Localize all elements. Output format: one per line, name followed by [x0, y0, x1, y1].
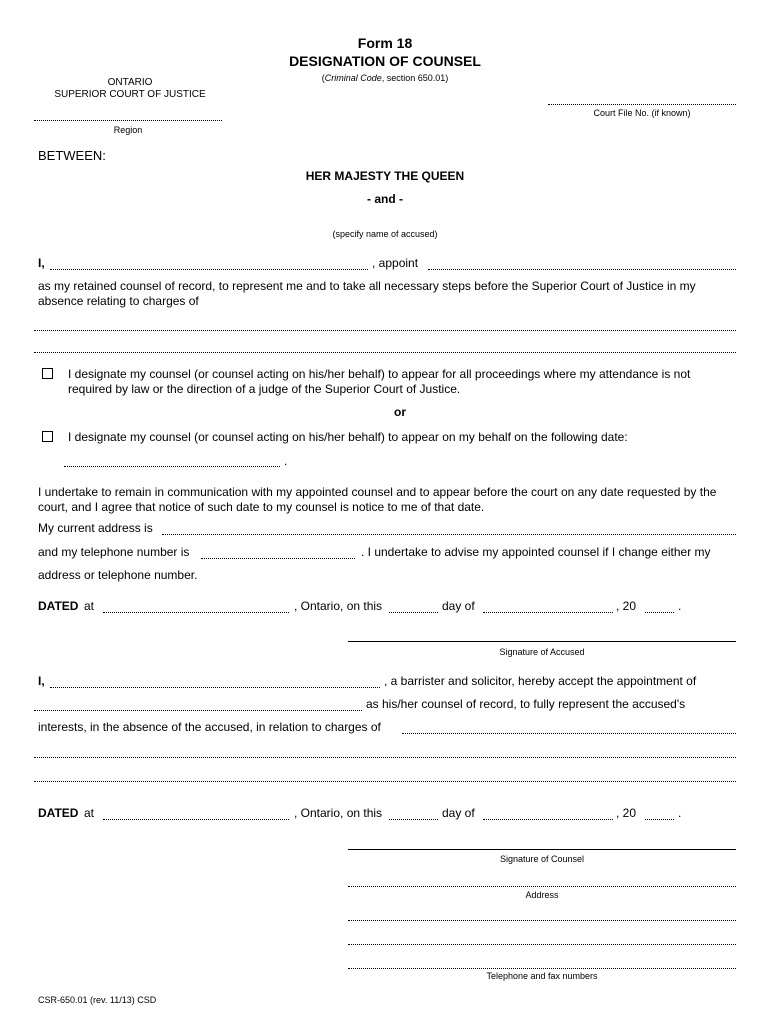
retained-counsel-text: as my retained counsel of record, to represent me and to take all necessary steps before the Superior Court of Justice in my absence relating to charges of: [38, 279, 696, 308]
form-title: DESIGNATION OF COUNSEL: [289, 53, 481, 69]
accused-dated-place-field[interactable]: [103, 612, 289, 613]
accused-dated-label: DATED: [38, 599, 79, 613]
address-phone-tail: address or telephone number.: [38, 568, 198, 582]
crown-party: HER MAJESTY THE QUEEN: [305, 169, 465, 183]
appearance-date-field[interactable]: [64, 466, 280, 467]
counsel-address-line-3[interactable]: [348, 944, 736, 945]
accused-year-field[interactable]: [645, 612, 674, 613]
and-separator: - and -: [367, 192, 403, 206]
specific-date-text: I designate my counsel (or counsel acting on his/her behalf) to appear on my behalf on the following date:: [68, 430, 628, 444]
counsel-month-field[interactable]: [483, 819, 613, 820]
counsel-charges-field-1[interactable]: [402, 733, 736, 734]
counsel-address-line-1[interactable]: [348, 886, 736, 887]
counsel-dated-label: DATED: [38, 806, 79, 820]
counsel-signature-line[interactable]: [348, 849, 736, 850]
region-label: Region: [113, 125, 143, 135]
accepting-counsel-name-field[interactable]: [50, 687, 380, 688]
accused-address-field[interactable]: [162, 534, 736, 535]
telephone-undertaking-text: . I undertake to advise my appointed counsel if I change either my: [361, 545, 711, 559]
counsel-address-line-2[interactable]: [348, 920, 736, 921]
counsel-year-label: , 20: [616, 806, 637, 820]
all-proceedings-checkbox[interactable]: [42, 368, 53, 379]
accused-telephone-field[interactable]: [201, 558, 355, 559]
counsel-ontario-label: , Ontario, on this: [294, 806, 383, 820]
counsel-phone-fax-label: Telephone and fax numbers: [486, 971, 598, 981]
all-proceedings-text: I designate my counsel (or counsel acting on his/her behalf) to appear for all proceedings where my attendance is not required by law or the direction of a judge of the Superior Court of Justice.: [68, 367, 691, 396]
accused-name-repeat-field[interactable]: [34, 710, 362, 711]
charges-line-1[interactable]: [34, 330, 736, 331]
between-label: BETWEEN:: [38, 148, 106, 163]
counsel-phone-fax-field[interactable]: [348, 968, 736, 969]
accused-day-field[interactable]: [389, 612, 438, 613]
court-file-label: Court File No. (if known): [593, 108, 691, 118]
counsel-signature-label: Signature of Counsel: [499, 854, 585, 864]
form-number: Form 18: [357, 35, 413, 51]
court-file-number-field[interactable]: [548, 104, 736, 105]
or-separator: or: [394, 405, 406, 419]
counsel-name-field[interactable]: [428, 269, 736, 270]
accused-name-field[interactable]: [50, 269, 368, 270]
province-name: ONTARIO: [107, 77, 153, 88]
telephone-label: and my telephone number is: [38, 545, 190, 559]
accused-at-label: at: [84, 599, 95, 613]
address-label: My current address is: [38, 521, 153, 535]
accused-month-field[interactable]: [483, 612, 613, 613]
counsel-dated-place-field[interactable]: [103, 819, 289, 820]
specific-date-checkbox[interactable]: [42, 431, 53, 442]
counsel-at-label: at: [84, 806, 95, 820]
accused-day-of-label: day of: [442, 599, 475, 613]
counsel-charges-field-3[interactable]: [34, 781, 736, 782]
barrister-text: , a barrister and solicitor, hereby accept the appointment of: [384, 674, 697, 688]
accused-dated-period: .: [678, 599, 682, 613]
accused-year-label: , 20: [616, 599, 637, 613]
accused-name-label: (specify name of accused): [332, 229, 438, 239]
counsel-dated-period: .: [678, 806, 682, 820]
appoint-label: , appoint: [372, 256, 419, 270]
court-name: SUPERIOR COURT OF JUSTICE: [54, 89, 206, 100]
accused-i-label: I,: [38, 256, 45, 270]
counsel-charges-field-2[interactable]: [34, 757, 736, 758]
accused-signature-line[interactable]: [348, 641, 736, 642]
counsel-address-label: Address: [525, 890, 559, 900]
counsel-i-label: I,: [38, 674, 45, 688]
date-period: .: [284, 454, 288, 468]
region-field[interactable]: [34, 120, 222, 121]
counsel-year-field[interactable]: [645, 819, 674, 820]
charges-line-2[interactable]: [34, 352, 736, 353]
counsel-day-of-label: day of: [442, 806, 475, 820]
statute-citation: (Criminal Code, section 650.01): [321, 73, 449, 83]
form-code: CSR-650.01 (rev. 11/13) CSD: [38, 995, 157, 1005]
counsel-day-field[interactable]: [389, 819, 438, 820]
counsel-of-record-text: as his/her counsel of record, to fully represent the accused's: [366, 697, 686, 711]
interests-text: interests, in the absence of the accused, in relation to charges of: [38, 720, 381, 734]
undertaking-text: I undertake to remain in communication with my appointed counsel and to appear before the court on any date requested by the court, and I agree that notice of such date to my counsel is notice to me of that date.: [38, 485, 717, 514]
accused-signature-label: Signature of Accused: [499, 647, 585, 657]
accused-ontario-label: , Ontario, on this: [294, 599, 383, 613]
